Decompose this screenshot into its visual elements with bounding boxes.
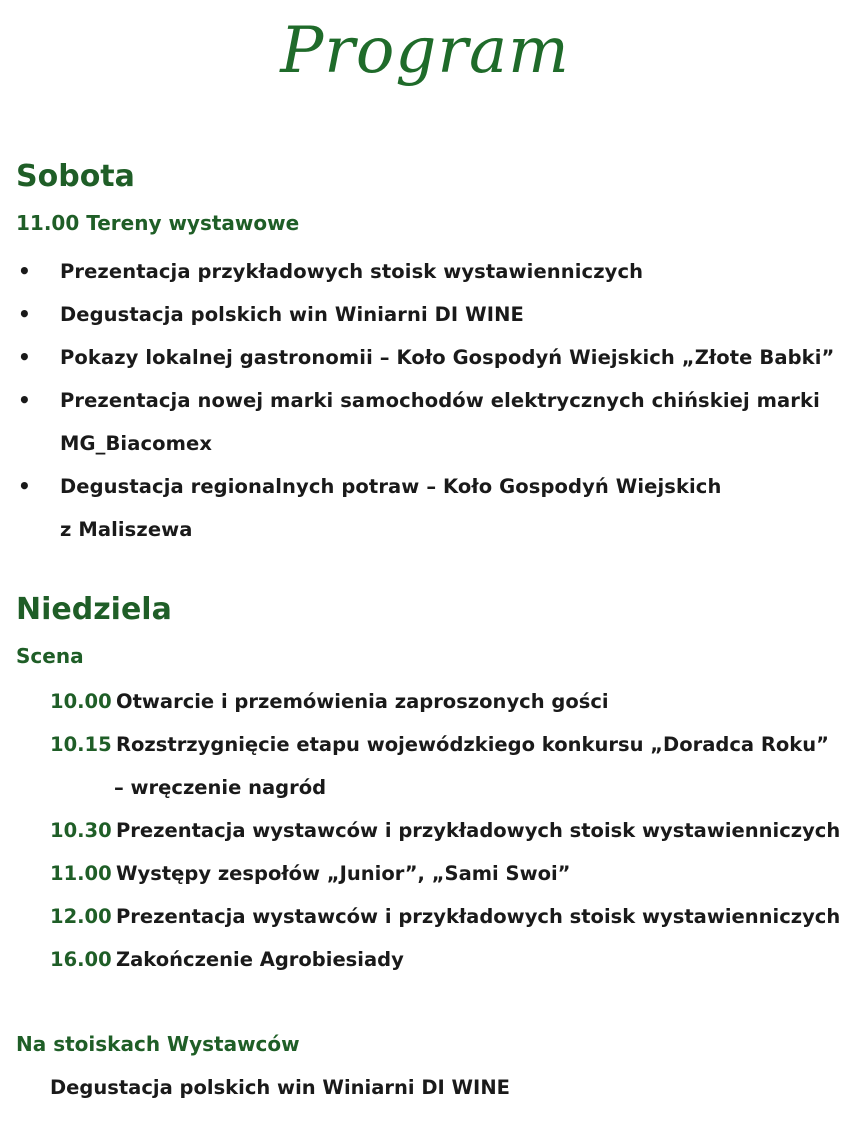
saturday-item-line: Prezentacja przykładowych stoisk wystawienniczych	[60, 260, 644, 283]
schedule-text: Rozstrzygnięcie etapu wojewódzkiego konkursu „Doradca Roku”	[116, 733, 829, 756]
schedule-row	[0, 723, 850, 809]
schedule-text-continuation: – wręczenie nagród	[114, 776, 327, 799]
schedule-text: Otwarcie i przemówienia zaproszonych gości	[116, 690, 609, 713]
schedule-text: Prezentacja wystawców i przykładowych stoisk wystawienniczych	[116, 819, 841, 842]
saturday-item-line: Pokazy lokalnej gastronomii – Koło Gospodyń Wiejskich „Złote Babki”	[60, 346, 835, 369]
page-title: Program	[280, 14, 570, 88]
saturday-item	[0, 250, 850, 293]
saturday-item	[0, 465, 850, 551]
schedule-row	[0, 852, 850, 895]
bullet-icon: •	[18, 474, 31, 498]
sunday-schedule	[0, 680, 850, 981]
saturday-item-line: Degustacja regionalnych potraw – Koło Gospodyń Wiejskich	[60, 475, 722, 498]
saturday-item	[0, 293, 850, 336]
schedule-time: 10.30	[50, 819, 112, 842]
schedule-time: 10.00	[50, 690, 112, 713]
saturday-item-line: Prezentacja nowej marki samochodów elektrycznych chińskiej marki	[60, 389, 820, 412]
saturday-heading: Sobota	[16, 159, 135, 194]
schedule-row	[0, 809, 850, 852]
schedule-row	[0, 895, 850, 938]
schedule-time: 10.15	[50, 733, 112, 756]
bullet-icon: •	[18, 259, 31, 283]
schedule-text: Prezentacja wystawców i przykładowych stoisk wystawienniczych	[116, 905, 841, 928]
schedule-time: 12.00	[50, 905, 112, 928]
bullet-icon: •	[18, 302, 31, 326]
bullet-icon: •	[18, 345, 31, 369]
sunday-subheading: Scena	[16, 644, 84, 668]
saturday-item	[0, 379, 850, 465]
saturday-item-line: MG_Biacomex	[60, 432, 213, 455]
schedule-row	[0, 938, 850, 981]
saturday-subheading: 11.00 Tereny wystawowe	[16, 211, 300, 235]
schedule-time: 16.00	[50, 948, 112, 971]
sunday-heading: Niedziela	[16, 592, 172, 627]
bullet-icon: •	[18, 388, 31, 412]
saturday-list	[0, 250, 850, 551]
saturday-item-line: z Maliszewa	[60, 518, 193, 541]
schedule-text: Występy zespołów „Junior”, „Sami Swoi”	[116, 862, 571, 885]
stands-heading: Na stoiskach Wystawców	[16, 1032, 300, 1056]
schedule-row	[0, 680, 850, 723]
stands-item: Degustacja polskich win Winiarni DI WINE	[50, 1076, 510, 1099]
saturday-item-line: Degustacja polskich win Winiarni DI WINE	[60, 303, 524, 326]
schedule-text: Zakończenie Agrobiesiady	[116, 948, 404, 971]
schedule-time: 11.00	[50, 862, 112, 885]
saturday-item	[0, 336, 850, 379]
